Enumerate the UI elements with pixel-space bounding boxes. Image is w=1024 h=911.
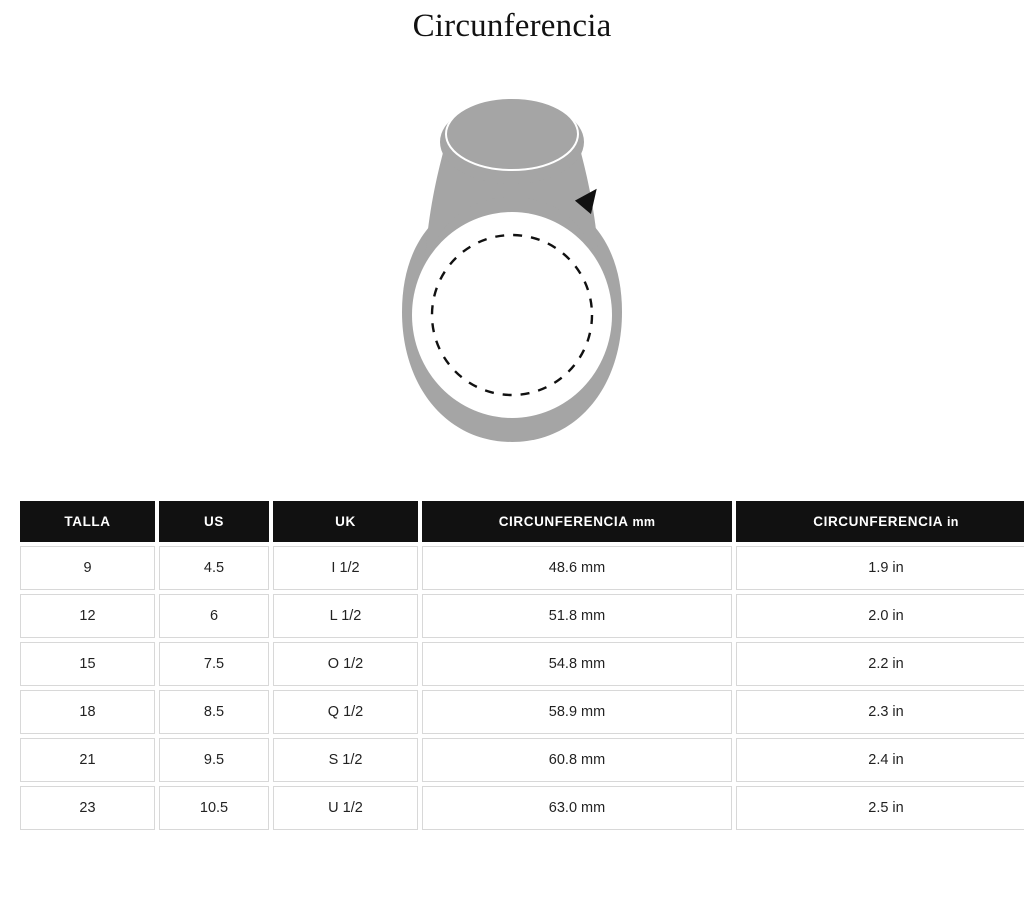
page-title: Circunferencia [412, 8, 612, 44]
table-row [20, 738, 1024, 782]
cell-uk: U 1/2 [273, 786, 418, 830]
table-row [20, 546, 1024, 590]
table-row [20, 642, 1024, 686]
cell-in: 2.3 in [736, 690, 1024, 734]
cell-mm: 51.8 mm [422, 594, 732, 638]
cell-mm: 58.9 mm [422, 690, 732, 734]
column-header-circumference-in: CIRCUNFERENCIA in [736, 501, 1024, 542]
cell-talla: 18 [20, 690, 155, 734]
cell-talla: 15 [20, 642, 155, 686]
size-table-wrap [16, 487, 1008, 834]
cell-uk: L 1/2 [273, 594, 418, 638]
cell-us: 7.5 [159, 642, 269, 686]
cell-talla: 12 [20, 594, 155, 638]
cell-us: 6 [159, 594, 269, 638]
cell-us: 8.5 [159, 690, 269, 734]
ring-diagram [0, 57, 1024, 487]
column-header-circumference-mm: CIRCUNFERENCIA mm [422, 501, 732, 542]
column-header-us: US [159, 501, 269, 542]
table-row [20, 594, 1024, 638]
cell-in: 2.2 in [736, 642, 1024, 686]
table-row [20, 690, 1024, 734]
column-header-uk: UK [273, 501, 418, 542]
cell-in: 2.4 in [736, 738, 1024, 782]
ring-inner-hole [412, 212, 612, 418]
cell-mm: 60.8 mm [422, 738, 732, 782]
size-table [16, 497, 1024, 834]
cell-talla: 9 [20, 546, 155, 590]
cell-us: 4.5 [159, 546, 269, 590]
cell-talla: 21 [20, 738, 155, 782]
cell-uk: O 1/2 [273, 642, 418, 686]
cell-uk: Q 1/2 [273, 690, 418, 734]
cell-us: 10.5 [159, 786, 269, 830]
cell-mm: 54.8 mm [422, 642, 732, 686]
table-row [20, 786, 1024, 830]
cell-in: 2.5 in [736, 786, 1024, 830]
cell-in: 2.0 in [736, 594, 1024, 638]
cell-mm: 63.0 mm [422, 786, 732, 830]
column-header-talla: TALLA [20, 501, 155, 542]
table-header-row [20, 501, 1024, 542]
cell-uk: I 1/2 [273, 546, 418, 590]
ring-illustration [362, 87, 662, 457]
cell-in: 1.9 in [736, 546, 1024, 590]
cell-us: 9.5 [159, 738, 269, 782]
cell-talla: 23 [20, 786, 155, 830]
cell-uk: S 1/2 [273, 738, 418, 782]
cell-mm: 48.6 mm [422, 546, 732, 590]
